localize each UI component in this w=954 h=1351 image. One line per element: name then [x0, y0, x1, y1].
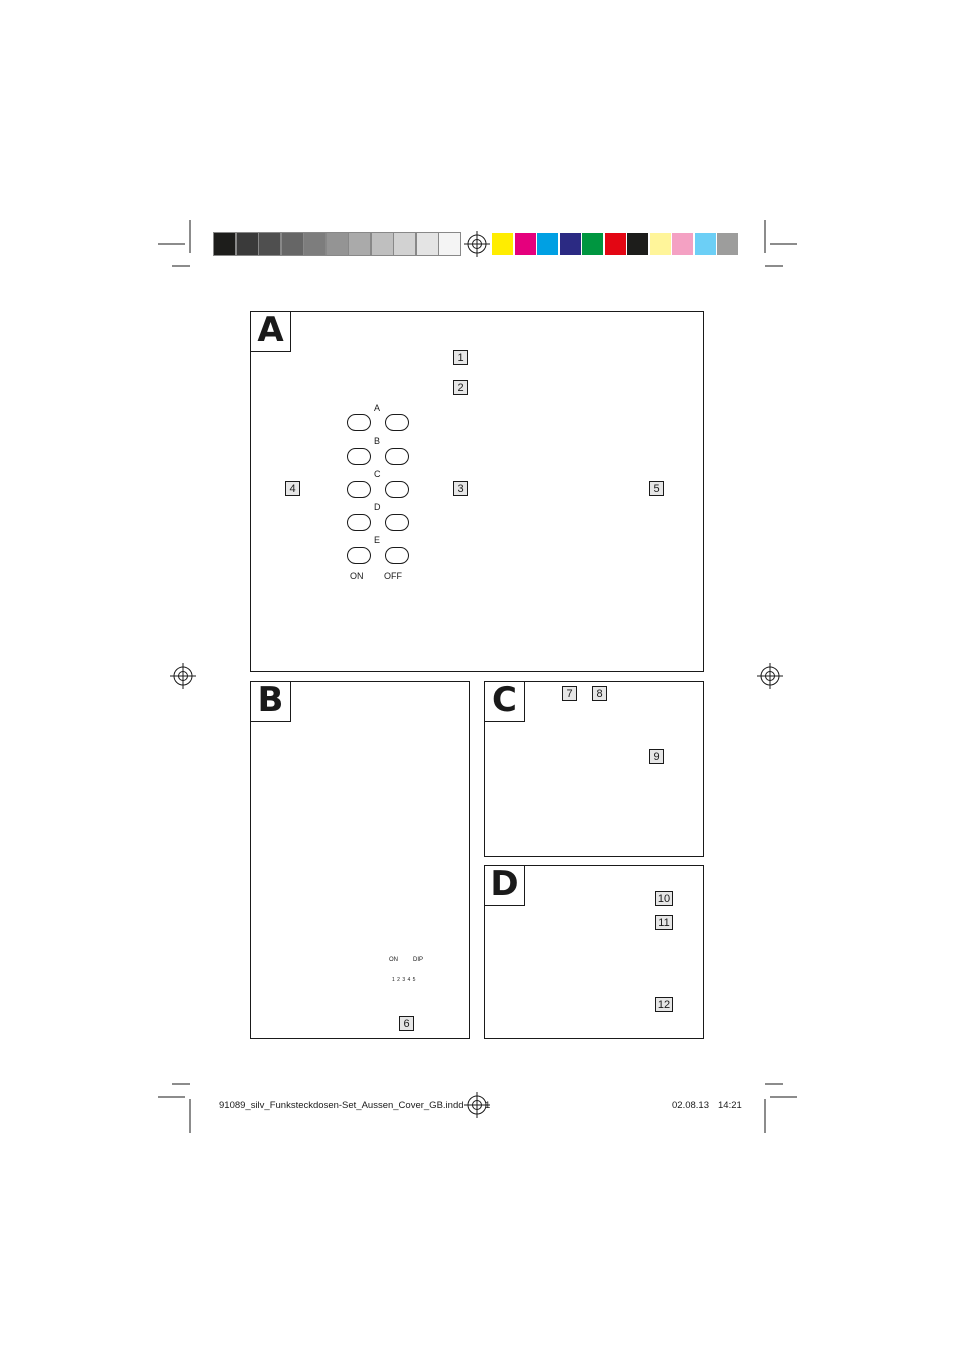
registration-mark-top — [464, 231, 490, 257]
panel-a — [250, 311, 704, 672]
footer-filename: 91089_silv_Funksteckdosen-Set_Aussen_Cover_GB.indd — [219, 1100, 464, 1111]
callout-6: 6 — [399, 1016, 414, 1031]
button-a-on — [347, 414, 371, 431]
button-b-off — [385, 448, 409, 465]
button-d-off — [385, 514, 409, 531]
callout-8: 8 — [592, 686, 607, 701]
button-c-off — [385, 481, 409, 498]
row-label-c: C — [374, 469, 381, 479]
on-label: ON — [350, 571, 364, 581]
panel-a-letter: A — [251, 312, 291, 352]
row-label-d: D — [374, 502, 381, 512]
off-label: OFF — [384, 571, 402, 581]
footer-time: 14:21 — [718, 1100, 742, 1111]
callout-12: 12 — [655, 997, 673, 1012]
button-c-on — [347, 481, 371, 498]
callout-3: 3 — [453, 481, 468, 496]
callout-5: 5 — [649, 481, 664, 496]
registration-mark-left — [170, 663, 196, 689]
button-e-off — [385, 547, 409, 564]
callout-7: 7 — [562, 686, 577, 701]
button-d-on — [347, 514, 371, 531]
footer-page-number: 1 — [485, 1100, 491, 1111]
row-label-e: E — [374, 535, 381, 545]
dip-on-label: ON — [389, 957, 398, 963]
button-b-on — [347, 448, 371, 465]
footer-date: 02.08.13 — [672, 1100, 709, 1111]
callout-1: 1 — [453, 350, 468, 365]
callout-2: 2 — [453, 380, 468, 395]
callout-9: 9 — [649, 749, 664, 764]
callout-4: 4 — [285, 481, 300, 496]
dip-numbers: 1 2 3 4 5 — [392, 977, 416, 983]
button-a-off — [385, 414, 409, 431]
row-label-a: A — [374, 403, 381, 413]
button-e-on — [347, 547, 371, 564]
callout-10: 10 — [655, 891, 673, 906]
callout-11: 11 — [655, 915, 673, 930]
panel-b-letter: B — [251, 682, 291, 722]
panel-c — [484, 681, 704, 857]
dip-label: DIP — [413, 957, 424, 963]
panel-c-letter: C — [485, 682, 525, 722]
panel-b — [250, 681, 470, 1039]
registration-mark-right — [757, 663, 783, 689]
row-label-b: B — [374, 436, 381, 446]
panel-d-letter: D — [485, 866, 525, 906]
